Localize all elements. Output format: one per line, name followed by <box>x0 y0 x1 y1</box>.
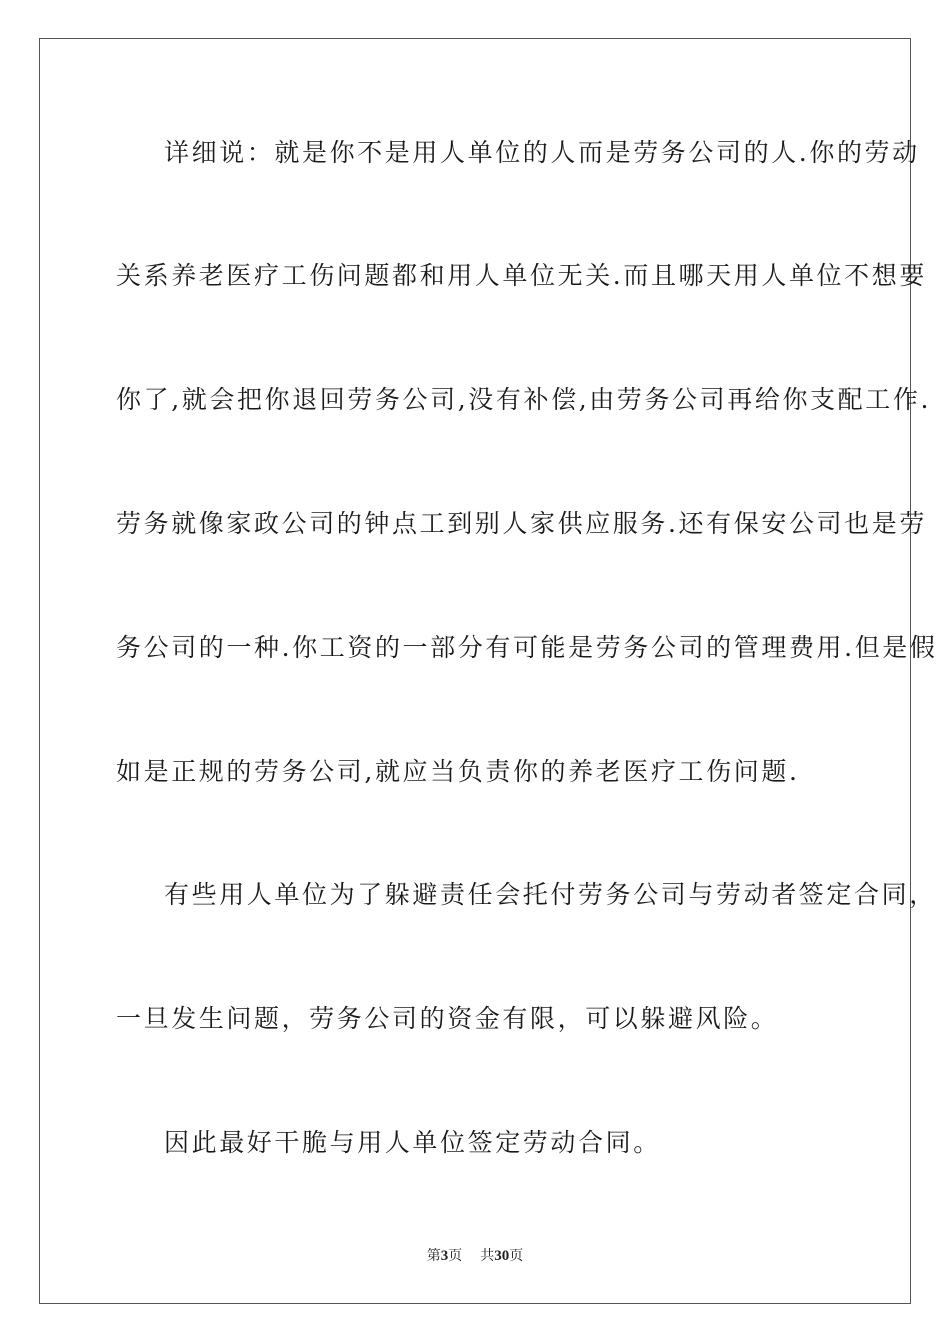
page-number-footer <box>0 1247 950 1265</box>
paragraph-1-line-2: 关系养老医疗工伤问题都和用人单位无关.而且哪天用人单位不想要 <box>116 261 927 290</box>
current-page-number: 3 <box>440 1248 449 1264</box>
total-prefix: 共 <box>480 1248 495 1264</box>
page-border <box>39 38 938 1304</box>
total-page-number: 30 <box>494 1248 510 1264</box>
paragraph-3-line-1: 因此最好干脆与用人单位签定劳动合同。 <box>164 1128 661 1157</box>
paragraph-1-line-5: 务公司的一种.你工资的一部分有可能是劳务公司的管理费用.但是假 <box>116 633 938 662</box>
paragraph-1-line-6: 如是正规的劳务公司,就应当负责你的养老医疗工伤问题. <box>116 757 800 786</box>
paragraph-1-line-4: 劳务就像家政公司的钟点工到别人家供应服务.还有保安公司也是劳 <box>116 509 927 538</box>
paragraph-2-line-2: 一旦发生问题，劳务公司的资金有限，可以躲避风险。 <box>116 1004 779 1033</box>
page-suffix: 页 <box>448 1248 463 1264</box>
total-suffix: 页 <box>509 1248 524 1264</box>
paragraph-1-line-1: 详细说：就是你不是用人单位的人而是劳务公司的人.你的劳动 <box>164 138 920 167</box>
page-prefix: 第 <box>426 1248 441 1264</box>
paragraph-1-line-3: 你了,就会把你退回劳务公司,没有补偿,由劳务公司再给你支配工作. <box>116 385 931 414</box>
paragraph-2-line-1: 有些用人单位为了躲避责任会托付劳务公司与劳动者签定合同， <box>164 880 937 909</box>
